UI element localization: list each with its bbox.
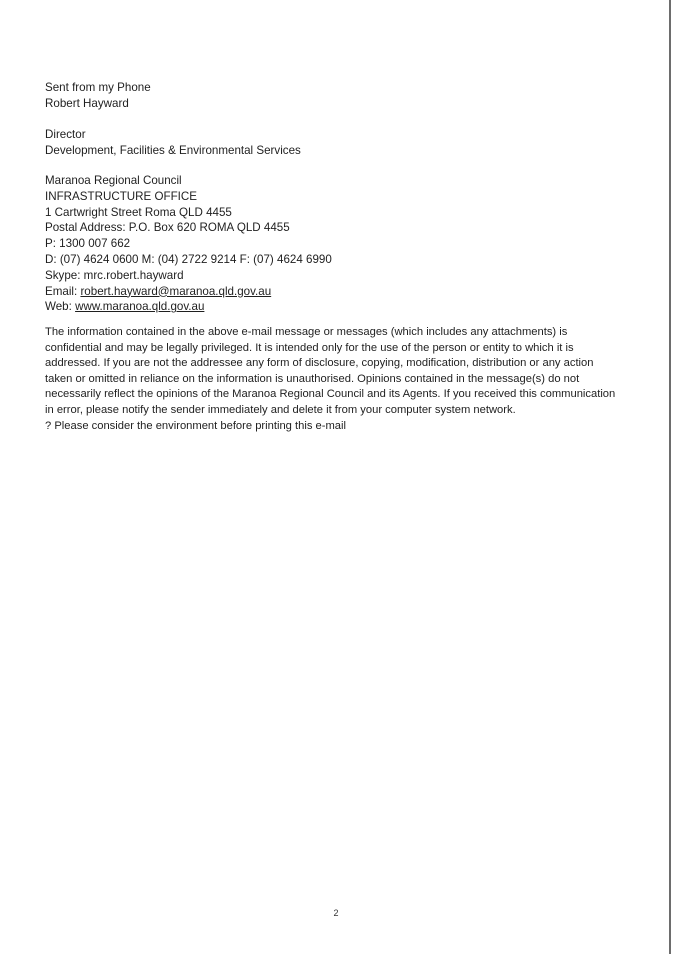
postal-address: Postal Address: P.O. Box 620 ROMA QLD 4455 — [45, 221, 290, 235]
page-number: 2 — [333, 908, 339, 918]
signature-contact — [45, 173, 332, 315]
email-link[interactable]: robert.hayward@maranoa.qld.gov.au — [80, 284, 272, 298]
web-line — [45, 299, 332, 315]
web-label: Web: — [45, 300, 76, 314]
street-address: 1 Cartwright Street Roma QLD 4455 — [45, 205, 232, 219]
signature-header — [45, 80, 151, 112]
disclaimer-line: The information contained in the above e-mail message or messages (which includes any attachments) is — [45, 326, 568, 338]
signature-role — [45, 127, 301, 159]
organisation-name: Maranoa Regional Council — [45, 174, 182, 187]
web-link[interactable]: www.maranoa.qld.gov.au — [75, 300, 205, 314]
disclaimer-line: addressed. If you are not the addressee any form of disclosure, copying, modification, distribution or any action — [45, 357, 594, 370]
disclaimer-line: necessarily reflect the opinions of the Maranoa Regional Council and its Agents. If you received this communication — [45, 388, 616, 401]
direct-mobile-fax: D: (07) 4624 0600 M: (04) 2722 9214 F: (07) 4624 6990 — [45, 252, 332, 266]
disclaimer-line: confidential and may be legally privileged. It is intended only for the use of the person or entity to which it is — [45, 341, 574, 354]
environment-notice: ? Please consider the environment before printing this e-mail — [45, 419, 346, 432]
email-line — [45, 284, 332, 300]
skype-id: Skype: mrc.robert.hayward — [45, 268, 184, 282]
sender-name: Robert Hayward — [45, 96, 129, 110]
sender-title: Director — [45, 128, 86, 141]
disclaimer-line: taken or omitted in reliance on the information is unauthorised. Opinions contained in the message(s) do not — [45, 372, 580, 385]
sent-from-text: Sent from my Phone — [45, 81, 151, 94]
sender-department: Development, Facilities & Environmental Services — [45, 143, 301, 157]
page-edge-line — [669, 0, 671, 954]
confidentiality-disclaimer — [45, 325, 635, 434]
disclaimer-line: in error, please notify the sender immediately and delete it from your computer system network. — [45, 403, 516, 416]
email-label: Email: — [45, 284, 81, 298]
office-name: INFRASTRUCTURE OFFICE — [45, 189, 198, 203]
phone-number: P: 1300 007 662 — [45, 237, 131, 251]
